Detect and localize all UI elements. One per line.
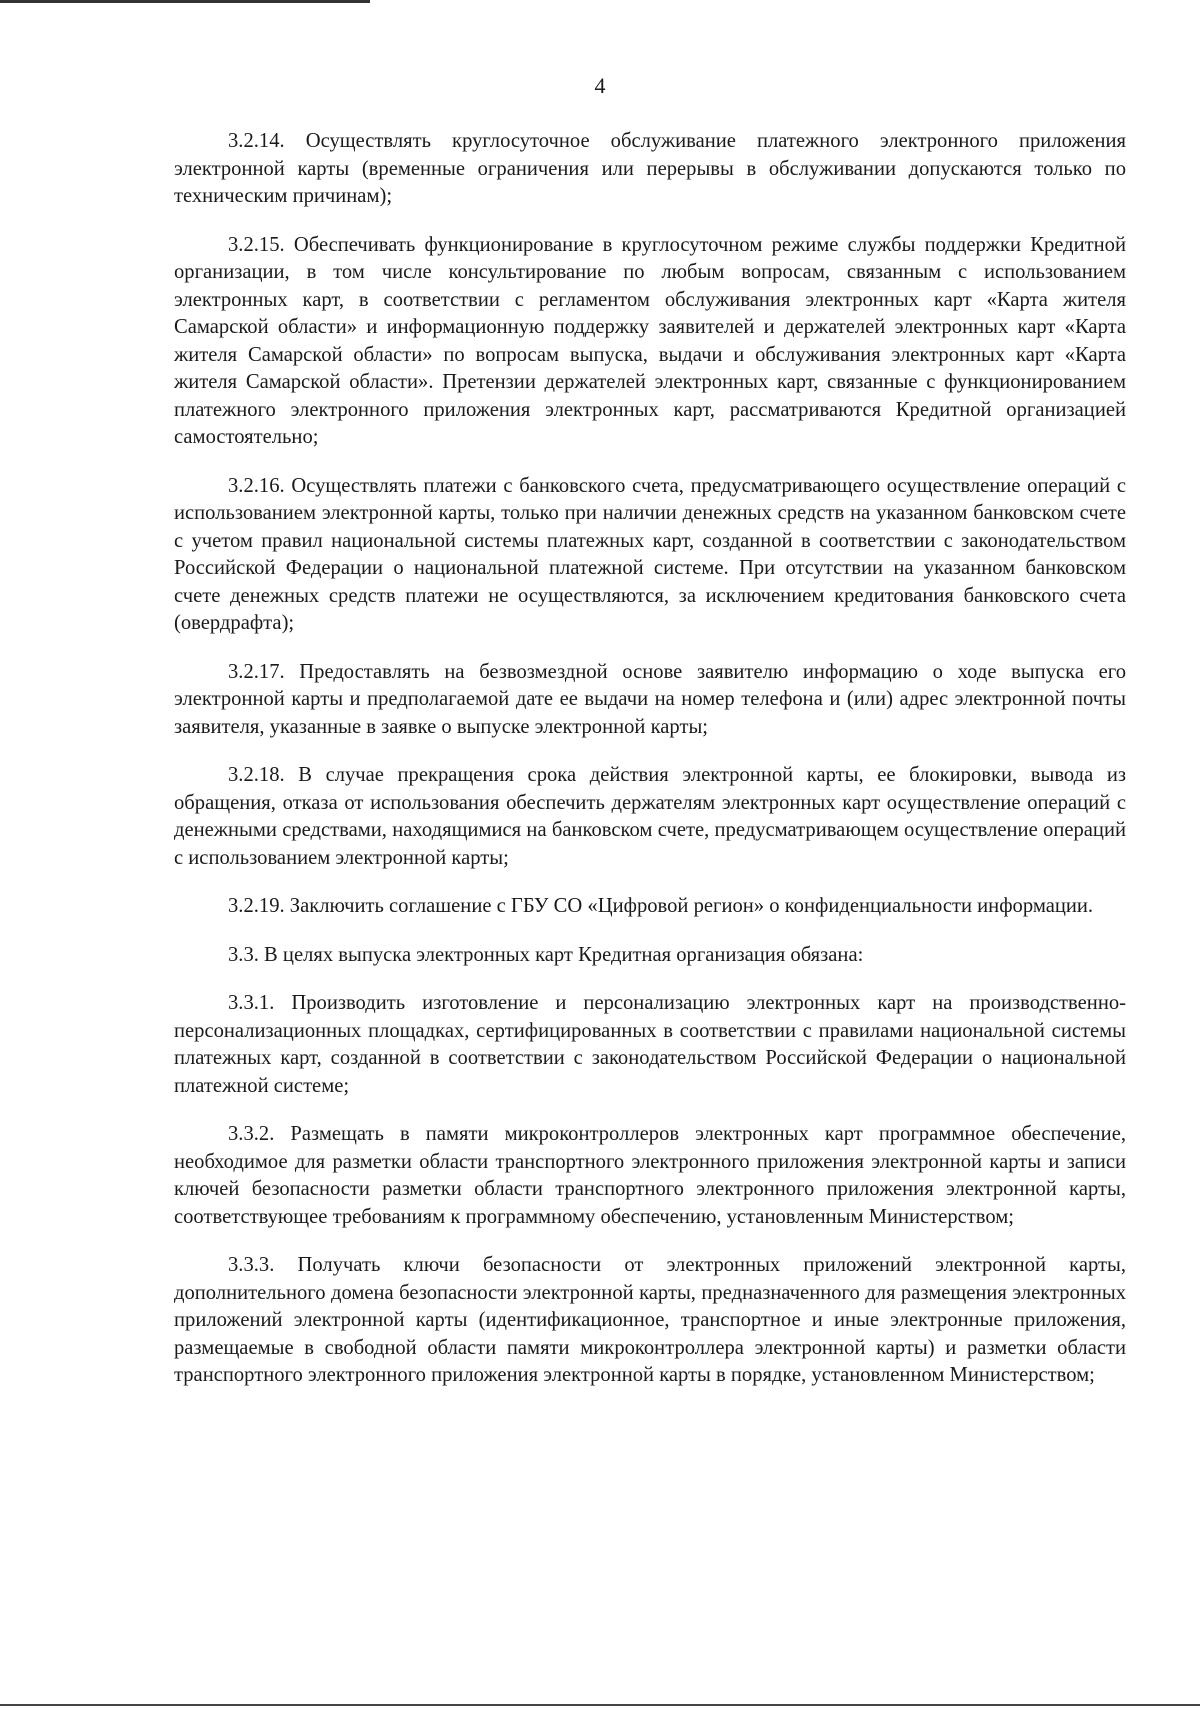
paragraph-3-3-1: 3.3.1. Производить изготовление и персонализацию электронных карт на производственно-персонализационных площадках, сертифицированных в соответствии с правилами национальной системы платежных карт, созданной в соответствии с законодательством Российской Федерации о национальной платежной системе; bbox=[174, 992, 1126, 1097]
page-number: 4 bbox=[594, 73, 606, 98]
paragraph-3-2-14: 3.2.14. Осуществлять круглосуточное обслуживание платежного электронного приложения электронной карты (временные ограничения или перерывы в обслуживании допускаются только по техническим причинам); bbox=[174, 130, 1126, 207]
paragraph-3-3: 3.3. В целях выпуска электронных карт Кредитная организация обязана: bbox=[228, 943, 864, 966]
paragraph-3-2-15: 3.2.15. Обеспечивать функционирование в круглосуточном режиме службы поддержки Кредитной организации, в том числе консультирование по любым вопросам, связанным с использованием электронных карт, в соответствии с регламентом обслуживания электронных карт «Карта жителя Самарской области» и информационную поддержку заявителей и держателей электронных карт «Карта жителя Самарской области» по вопросам выпуска, выдачи и обслуживания электронных карт «Карта жителя Самарской области». Претензии держателей электронных карт, связанные с функционированием платежного электронного приложения электронных карт, рассматриваются Кредитной организацией самостоятельно; bbox=[174, 233, 1126, 448]
paragraph-3-2-16: 3.2.16. Осуществлять платежи с банковского счета, предусматривающего осуществление операций с использованием электронной карты, только при наличии денежных средств на указанном банковском счете с учетом правил национальной системы платежных карт, созданной в соответствии с законодательством Российской Федерации о национальной платежной системе. При отсутствии на указанном банковском счете денежных средств платежи не осуществляются, за исключением кредитования банковского счета (овердрафта); bbox=[174, 474, 1126, 634]
paragraph-3-2-17: 3.2.17. Предоставлять на безвозмездной основе заявителю информацию о ходе выпуска его электронной карты и предполагаемой дате ее выдачи на номер телефона и (или) адрес электронной почты заявителя, указанные в заявке о выпуске электронной карты; bbox=[174, 660, 1126, 738]
document-body bbox=[174, 128, 1126, 1411]
scan-edge-top bbox=[0, 0, 370, 3]
paragraph-3-3-2: 3.3.2. Размещать в памяти микроконтроллеров электронных карт программное обеспечение, необходимое для разметки области транспортного электронного приложения электронной карты и записи ключей безопасности разметки области транспортного электронного приложения электронной карты, соответствующее требованиям к программному обеспечению, установленным Министерством; bbox=[174, 1123, 1126, 1228]
paragraph-3-2-18: 3.2.18. В случае прекращения срока действия электронной карты, ее блокировки, вывода из обращения, отказа от использования обеспечить держателям электронных карт осуществление операций с денежными средствами, находящимися на банковском счете, предусматривающем осуществление операций с использованием электронной карты; bbox=[174, 764, 1126, 869]
paragraph-3-3-3: 3.3.3. Получать ключи безопасности от электронных приложений электронной карты, дополнительного домена безопасности электронной карты, предназначенного для размещения электронных приложений электронной карты (идентификационное, транспортное и иные электронные приложения, размещаемые в свободной области памяти микроконтроллера электронной карты) и разметки области транспортного электронного приложения электронной карты в порядке, установленном Министерством; bbox=[174, 1254, 1126, 1386]
paragraph-3-2-19: 3.2.19. Заключить соглашение с ГБУ СО «Цифровой регион» о конфиденциальности информации. bbox=[228, 895, 1094, 917]
scan-edge-bottom bbox=[0, 1704, 1200, 1706]
